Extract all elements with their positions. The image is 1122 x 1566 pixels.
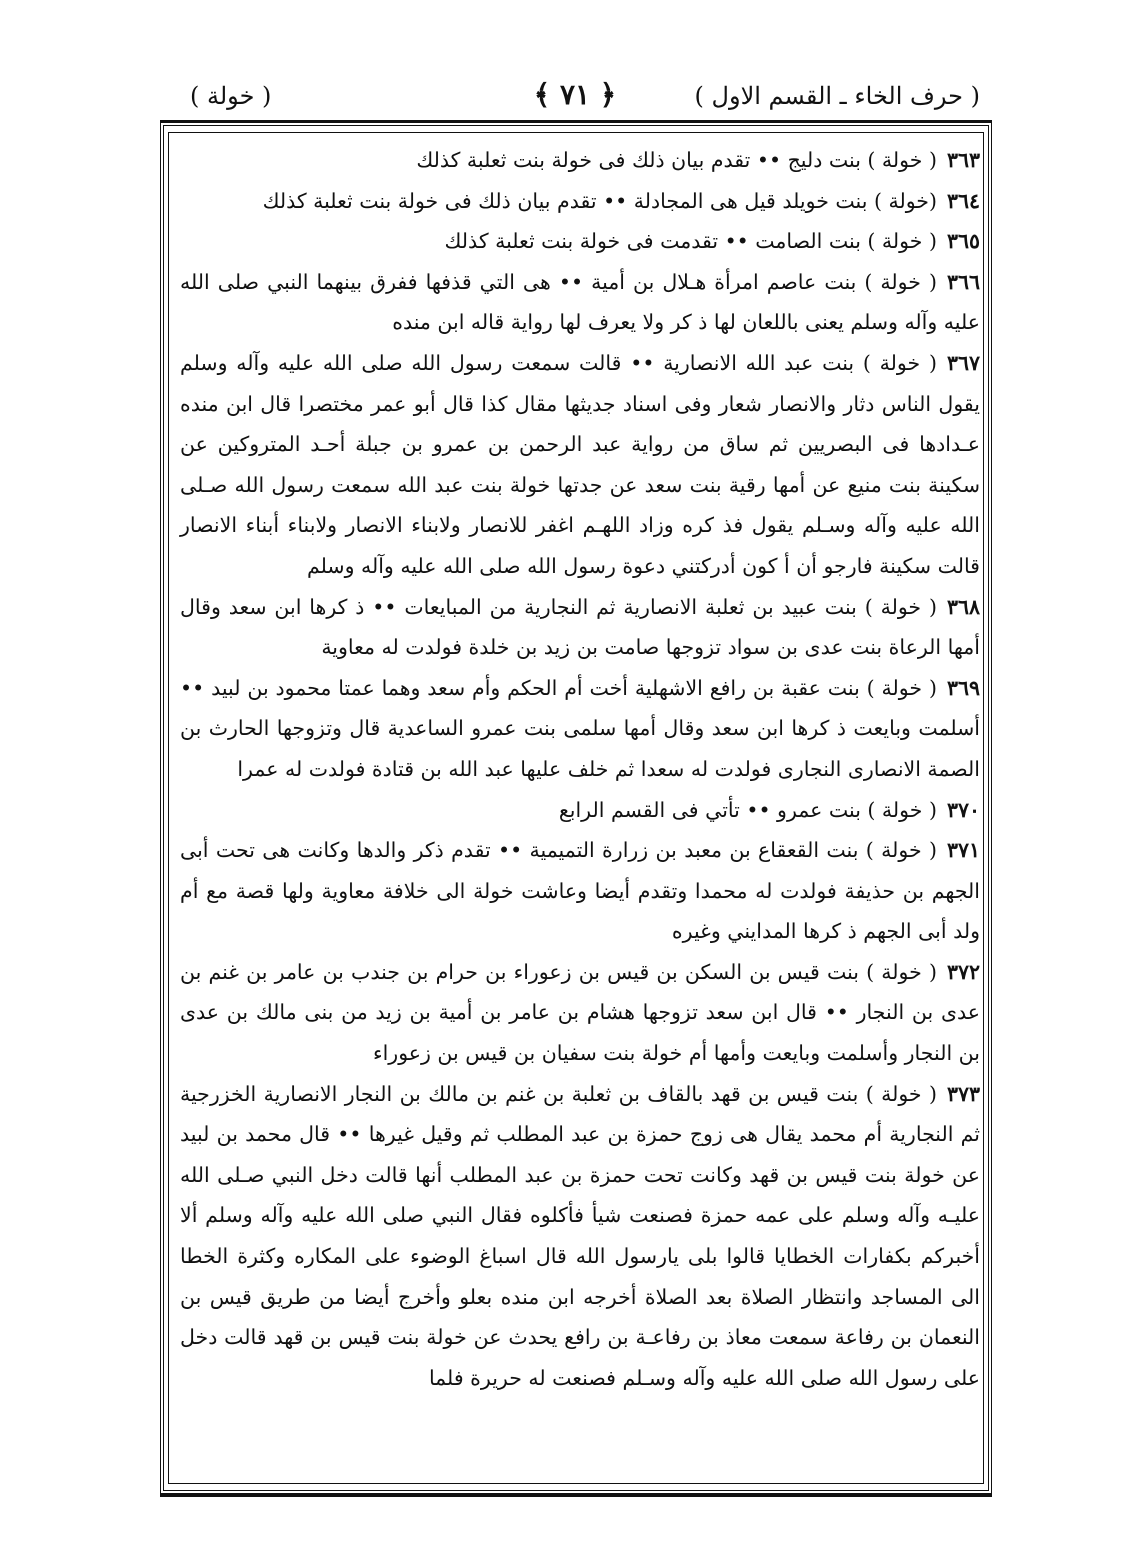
entry-368 [180,587,980,668]
entry-text: ( خولة ) بنت عقبة بن رافع الاشهلية أخت أم الحكم وأم سعد وهما عمتا محمود بن لبيد •• أسلمت وبايعت ذ كرها ابن سعد وقال أمها سلمى بنت عمرو الساعدية قال وتزوجها الحارث بن الصمة الانصارى النجارى فولدت له سعدا ثم خلف عليها عبد الله بن قتادة فولدت له عمرا [180,675,980,781]
entry-number: ٣٦٨ [946,594,980,619]
entry-text: ( خولة ) بنت القعقاع بن معبد بن زرارة التميمية •• تقدم ذكر والدها وكانت هى تحت أبى الجهم بن حذيفة فولدت له محمدا وتقدم أيضا وعاشت خولة الى خلافة معاوية ولها قصة مع أم ولد أبى الجهم ذ كرها المدايني وغيره [180,838,980,944]
page-body [180,140,980,1480]
page-number: ﴿ ٧١ ﴾ [533,78,617,111]
header-section-title: ( حرف الخاء ـ القسم الاول ) [694,82,980,110]
entry-number: ٣٦٦ [946,269,980,294]
header-entry-title: ( خولة ) [190,82,272,110]
entry-363 [180,140,980,181]
entry-364 [180,181,980,222]
entry-text: ( خولة ) بنت دليج •• تقدم بيان ذلك فى خولة بنت ثعلبة كذلك [416,148,937,172]
entry-text: ( خولة ) بنت عاصم امرأة هـلال بن أمية •• هى التي قذفها ففرق بينهما النبي صلى الله عليه وآله وسلم يعنى باللعان لها ذ كر ولا يعرف لها رواية قاله ابن منده [180,269,980,335]
entry-text: ( خولة ) بنت قيس بن قهد بالقاف بن ثعلبة بن غنم بن مالك بن النجار الانصارية الخزرجية ثم النجارية أم محمد يقال هى زوج حمزة بن عبد المطلب ثم وقيل غيرها •• قال محمد بن لبيد عن خولة بنت قيس بن قهد وكانت تحت حمزة بن عبد المطلب أنها قالت دخل النبي صـلى الله عليـه وآله وسلم على عمه حمزة فصنعت شيأ فأكلوه فقال النبي صلى الله عليه وآله وسلم ألا أخبركم بكفارات الخطايا قالوا بلى يارسول الله قال اسباغ الوضوء على المكاره وكثرة الخطا الى المساجد وانتظار الصلاة بعد الصلاة أخرجه ابن منده بعلو وأخرج أيضا من طريق قيس بن النعمان بن رفاعة سمعت معاذ بن رفاعـة بن رافع يحدث عن خولة بنت قيس بن قهد قالت دخل على رسول الله صلى الله عليه وآله وسـلم فصنعت له حريرة فلما [180,1081,980,1390]
entry-text: ( خولة ) بنت عبيد بن ثعلبة الانصارية ثم النجارية من المبايعات •• ذ كرها ابن سعد وقال أمها الرعاة بنت عدى بن سواد تزوجها صامت بن زيد بن خلدة فولدت له معاوية [180,594,980,660]
entry-text: ( خولة ) بنت الصامت •• تقدمت فى خولة بنت ثعلبة كذلك [444,229,937,254]
entry-365 [180,221,980,262]
entry-369 [180,668,980,790]
entry-367 [180,343,980,587]
entry-373 [180,1074,980,1399]
entry-number: ٣٧٣ [946,1081,980,1106]
bottom-rule [160,1494,992,1497]
entry-370 [180,790,980,831]
entry-number: ٣٦٣ [946,148,980,172]
entry-number: ٣٦٥ [946,229,980,254]
entry-372 [180,952,980,1074]
entry-text: ( خولة ) بنت عمرو •• تأتي فى القسم الرابع [558,797,937,822]
entry-number: ٣٦٧ [946,350,980,375]
entry-text: ( خولة ) بنت عبد الله الانصارية •• قالت سمعت رسول الله صلى الله عليه وآله وسلم يقول الناس دثار والانصار شعار وفى اسناد جديثها مقال كذا قال أبو عمر مختصرا قال ابن منده عـدادها فى البصريين ثم ساق من رواية عبد الرحمن بن عمرو بن جبلة أحـد المتروكين عن سكينة بنت منيع عن أمها رقية بنت سعد عن جدتها خولة بنت عبد الله سمعت رسول الله صـلى الله عليه وآله وسـلم يقول فذ كره وزاد اللهـم اغفر للانصار ولابناء الانصار ولابناء أبناء الانصار قالت سكينة فارجو أن أ كون أدركتني دعوة رسول الله صلى الله عليه وآله وسلم [180,350,980,578]
entry-371 [180,830,980,952]
entry-number: ٣٦٩ [946,675,980,700]
entry-text: ( خولة ) بنت قيس بن السكن بن قيس بن زعوراء بن حرام بن جندب بن عامر بن غنم بن عدى بن النجار •• قال ابن سعد تزوجها هشام بن عامر بن أمية بن زيد من بنى مالك بن عدى بن النجار وأسلمت وبايعت وأمها أم خولة بنت سفيان بن قيس بن زعوراء [180,959,980,1066]
entry-text: (خولة ) بنت خويلد قيل هى المجادلة •• تقدم بيان ذلك فى خولة بنت ثعلبة كذلك [262,188,937,213]
entry-number: ٣٧٠ [946,797,980,822]
entry-number: ٣٧١ [946,838,980,863]
entry-366 [180,262,980,343]
entry-number: ٣٦٤ [946,188,980,213]
entry-number: ٣٧٢ [946,959,980,984]
